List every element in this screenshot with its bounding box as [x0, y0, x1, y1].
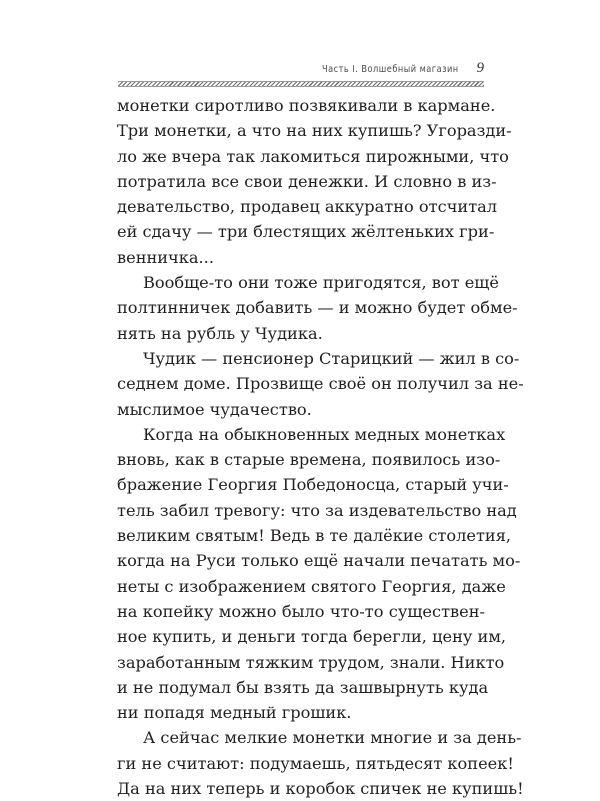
text-line: когда на Руси только ещё начали печатать мо- — [117, 551, 521, 571]
text-line: ло же вчера так лакомиться пирожными, что — [117, 146, 509, 166]
text-line: полтинничек добавить — и можно будет обме- — [117, 298, 518, 318]
text-line: великим святым! Ведь в те далёкие столетия, — [117, 526, 512, 546]
header-rule — [118, 81, 484, 87]
text-line: монетки сиротливо позвякивали в кармане. — [117, 96, 496, 115]
text-line: заработанным тяжким трудом, знали. Никто — [117, 652, 505, 672]
text-line: Вообще-то они тоже пригодятся, вот ещё — [143, 273, 499, 293]
text-line: вновь, как в старые времена, появилось изо- — [117, 450, 501, 470]
text-line: Да на них теперь и коробок спичек не купишь! — [117, 779, 524, 799]
text-line: Чудик — пенсионер Старицкий — жил в со- — [143, 348, 520, 368]
text-line: мыслимое чудачество. — [117, 399, 312, 419]
running-title: Часть I. Волшебный магазин — [321, 64, 459, 75]
text-line: ное купить, и деньги тогда берегли, цену им, — [117, 627, 507, 647]
text-line: ги не считают: подумаешь, пятьдесят копеек! — [117, 753, 514, 773]
text-line: и не подумал бы взять да зашвырнуть куда — [117, 677, 489, 697]
text-line: венничка... — [117, 247, 214, 267]
text-line: ей сдачу — три блестящих жёлтеньких гри- — [117, 222, 495, 242]
text-line: нять на рубль у Чудика. — [117, 323, 323, 343]
text-line: девательство, продавец аккуратно отсчитал — [117, 197, 498, 217]
text-line: Когда на обыкновенных медных монетках — [143, 424, 506, 444]
text-line: на копейку можно было что-то существен- — [117, 601, 485, 621]
page-number: 9 — [476, 60, 484, 76]
text-line: бражение Георгия Победоносца, старый учи- — [117, 475, 509, 495]
body-text — [117, 93, 524, 801]
text-line: седнем доме. Прозвище своё он получил за не- — [117, 374, 524, 394]
text-line: неты с изображением святого Георгия, даже — [117, 576, 506, 596]
text-line: ни попадя медный грошик. — [117, 703, 352, 723]
text-line: А сейчас мелкие монетки многие и за день- — [143, 728, 522, 748]
text-line: Три монетки, а что на них купишь? Угоразди- — [117, 121, 512, 141]
text-line: потратила все свои денежки. И словно в из- — [117, 171, 497, 191]
text-line: тель забил тревогу: что за издевательство над — [117, 500, 517, 520]
running-head — [118, 60, 484, 78]
